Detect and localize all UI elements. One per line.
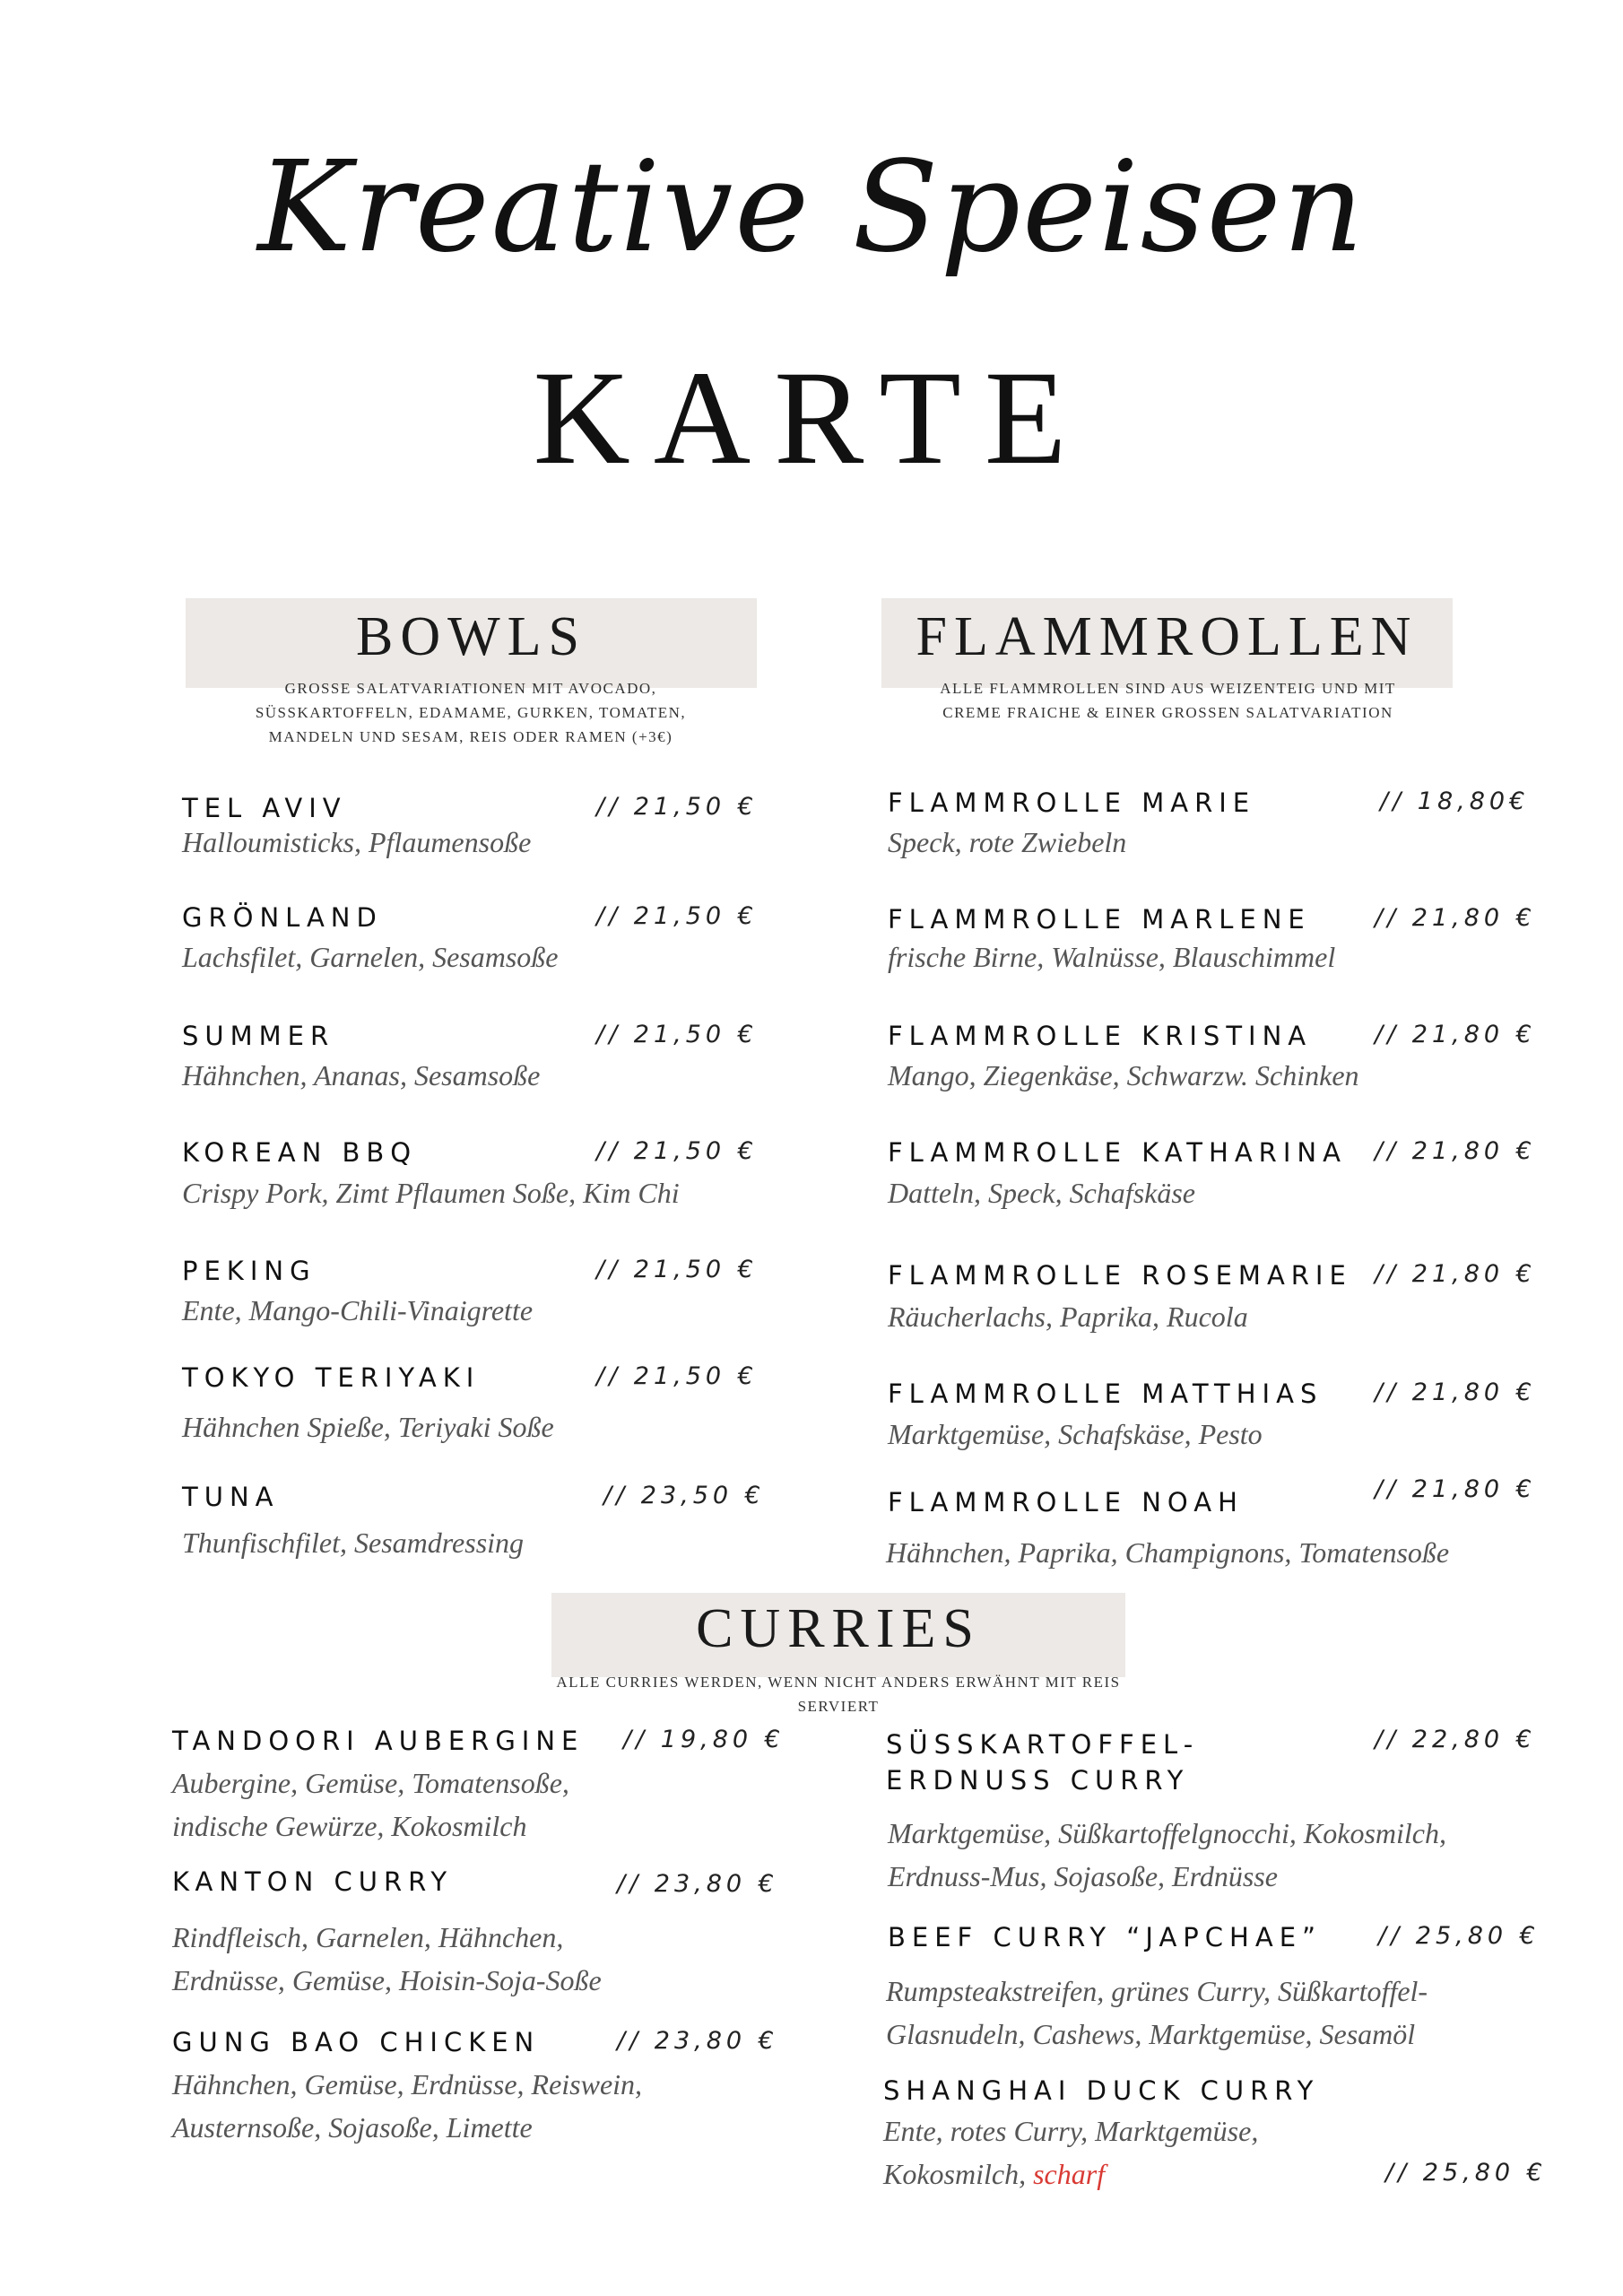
menu-item-description-line [883,2152,1258,2196]
menu-item-description: Räucherlachs, Paprika, Rucola [888,1300,1248,1333]
menu-item-name: GUNG BAO CHICKEN [172,2027,541,2057]
curries-subtitle [475,1670,1202,1718]
menu-item-name: SUMMER [182,1021,335,1051]
menu-item-description [886,1970,1428,2056]
menu-item-name: FLAMMROLLE MARLENE [888,904,1311,935]
menu-script-title: Kreative Speisen [257,135,1366,281]
menu-item-description: frische Birne, Walnüsse, Blauschimmel [888,941,1336,973]
menu-item-name: KANTON CURRY [172,1866,454,1897]
menu-item-description [883,2109,1258,2196]
menu-item-name: SHANGHAI DUCK CURRY [883,2075,1320,2106]
menu-item-description: Mango, Ziegenkäse, Schwarzw. Schinken [888,1059,1359,1091]
menu-item-price: // 21,50 € [596,1362,758,1390]
menu-item-price: // 22,80 € [1375,1726,1536,1753]
menu-item-description-line: Erdnüsse, Gemüse, Hoisin-Soja-Soße [172,1964,602,1996]
menu-item-name: BEEF CURRY “JAPCHAE” [888,1922,1323,1952]
menu-item-description [172,1916,602,2002]
menu-item-price: // 18,80€ [1380,787,1530,815]
menu-item-price: // 19,80 € [623,1726,785,1753]
menu-item-description-line: Erdnuss-Mus, Sojasoße, Erdnüsse [888,1860,1278,1892]
menu-item-price: // 23,80 € [617,1870,778,1898]
menu-item-description: Crispy Pork, Zimt Pflaumen Soße, Kim Chi [182,1177,680,1209]
menu-item-description-line: indische Gewürze, Kokosmilch [172,1810,527,1842]
menu-item-description: Hähnchen Spieße, Teriyaki Soße [182,1411,554,1443]
spicy-label: scharf [1033,2158,1106,2190]
menu-item-name: TOKYO TERIYAKI [182,1362,481,1393]
menu-item-name [886,1726,1199,1798]
menu-item-price: // 21,80 € [1375,1137,1536,1165]
menu-item-description-line: Rindfleisch, Garnelen, Hähnchen, [172,1921,564,1953]
menu-item-price: // 25,80 € [1378,1922,1540,1950]
bowls-subtitle-line: GROSSE SALATVARIATIONEN MIT AVOCADO, [284,680,657,697]
flammrollen-subtitle-line: ALLE FLAMMROLLEN SIND AUS WEIZENTEIG UND MIT [940,680,1396,697]
menu-item-name: FLAMMROLLE KRISTINA [888,1021,1313,1051]
menu-item-description-line: Glasnudeln, Cashews, Marktgemüse, Sesamöl [886,2018,1416,2050]
menu-item-description [888,1812,1446,1898]
menu-item-price: // 21,80 € [1375,1378,1536,1406]
flammrollen-subtitle [843,676,1493,725]
menu-item-price: // 21,50 € [596,793,758,821]
menu-item-description-line: Rumpsteakstreifen, grünes Curry, Süßkartoffel- [886,1975,1428,2007]
bowls-subtitle-line: MANDELN UND SESAM, REIS ODER RAMEN (+3€) [268,728,673,745]
menu-item-price: // 21,80 € [1375,1021,1536,1048]
menu-item-price: // 21,80 € [1375,1260,1536,1288]
menu-item-description-line: Hähnchen, Gemüse, Erdnüsse, Reiswein, [172,2068,643,2100]
menu-item-price: // 21,80 € [1375,1475,1536,1503]
menu-item-name-line: SÜSSKARTOFFEL- [886,1729,1200,1760]
menu-item-description: Lachsfilet, Garnelen, Sesamsoße [182,941,559,973]
bowls-subtitle-line: SÜSSKARTOFFELN, EDAMAME, GURKEN, TOMATEN, [255,704,687,721]
menu-item-description-line: Aubergine, Gemüse, Tomatensoße, [172,1767,569,1799]
menu-item-description: Ente, Mango-Chili-Vinaigrette [182,1294,534,1326]
menu-item-name: FLAMMROLLE NOAH [888,1487,1244,1518]
menu-item-description: Marktgemüse, Schafskäse, Pesto [888,1418,1263,1450]
menu-item-name: FLAMMROLLE MATTHIAS [888,1378,1324,1409]
menu-item-description: Halloumisticks, Pflaumensoße [182,826,532,858]
menu-item-price: // 23,50 € [603,1482,765,1509]
menu-item-description-text: Kokosmilch, [883,2158,1034,2190]
menu-item-price: // 21,50 € [596,1137,758,1165]
menu-item-description-line: Austernsoße, Sojasoße, Limette [172,2111,533,2144]
menu-title: KARTE [533,344,1090,492]
menu-item-price: // 23,80 € [617,2027,778,2055]
menu-item-name: GRÖNLAND [182,902,383,933]
curries-subtitle-line: ALLE CURRIES WERDEN, WENN NICHT ANDERS ERWÄHNT MIT REIS [556,1674,1121,1691]
menu-item-price: // 25,80 € [1385,2159,1547,2187]
menu-item-description: Thunfischfilet, Sesamdressing [182,1526,525,1559]
menu-item-description: Hähnchen, Ananas, Sesamsoße [182,1059,541,1091]
curries-subtitle-line: SERVIERT [797,1698,880,1715]
flammrollen-subtitle-line: CREME FRAICHE & EINER GROSSEN SALATVARIATION [942,704,1393,721]
menu-item-description: Datteln, Speck, Schafskäse [888,1177,1195,1209]
menu-item-description-line: Ente, rotes Curry, Marktgemüse, [883,2115,1259,2147]
menu-item-name: TANDOORI AUBERGINE [172,1726,585,1756]
menu-item-name: FLAMMROLLE ROSEMARIE [888,1260,1352,1291]
menu-item-description-line: Marktgemüse, Süßkartoffelgnocchi, Kokosmilch, [888,1817,1446,1849]
menu-item-name: TUNA [182,1482,280,1512]
menu-item-name: PEKING [182,1256,317,1286]
menu-item-name: TEL AVIV [182,793,347,823]
menu-item-name: FLAMMROLLE KATHARINA [888,1137,1347,1168]
menu-item-description [172,2063,642,2149]
bowls-title: BOWLS [356,606,586,667]
menu-item-name-line: ERDNUSS CURRY [886,1765,1190,1796]
bowls-subtitle [135,676,807,749]
menu-item-price: // 21,80 € [1375,904,1536,932]
curries-title: CURRIES [696,1598,981,1659]
menu-item-description: Speck, rote Zwiebeln [888,826,1127,858]
menu-item-description: Hähnchen, Paprika, Champignons, Tomatensoße [886,1536,1450,1569]
menu-item-name: KOREAN BBQ [182,1137,418,1168]
menu-item-name: FLAMMROLLE MARIE [888,787,1256,818]
flammrollen-title: FLAMMROLLEN [916,606,1419,667]
menu-item-price: // 21,50 € [596,1021,758,1048]
menu-item-price: // 21,50 € [596,1256,758,1283]
menu-item-description [172,1761,569,1848]
menu-item-price: // 21,50 € [596,902,758,930]
